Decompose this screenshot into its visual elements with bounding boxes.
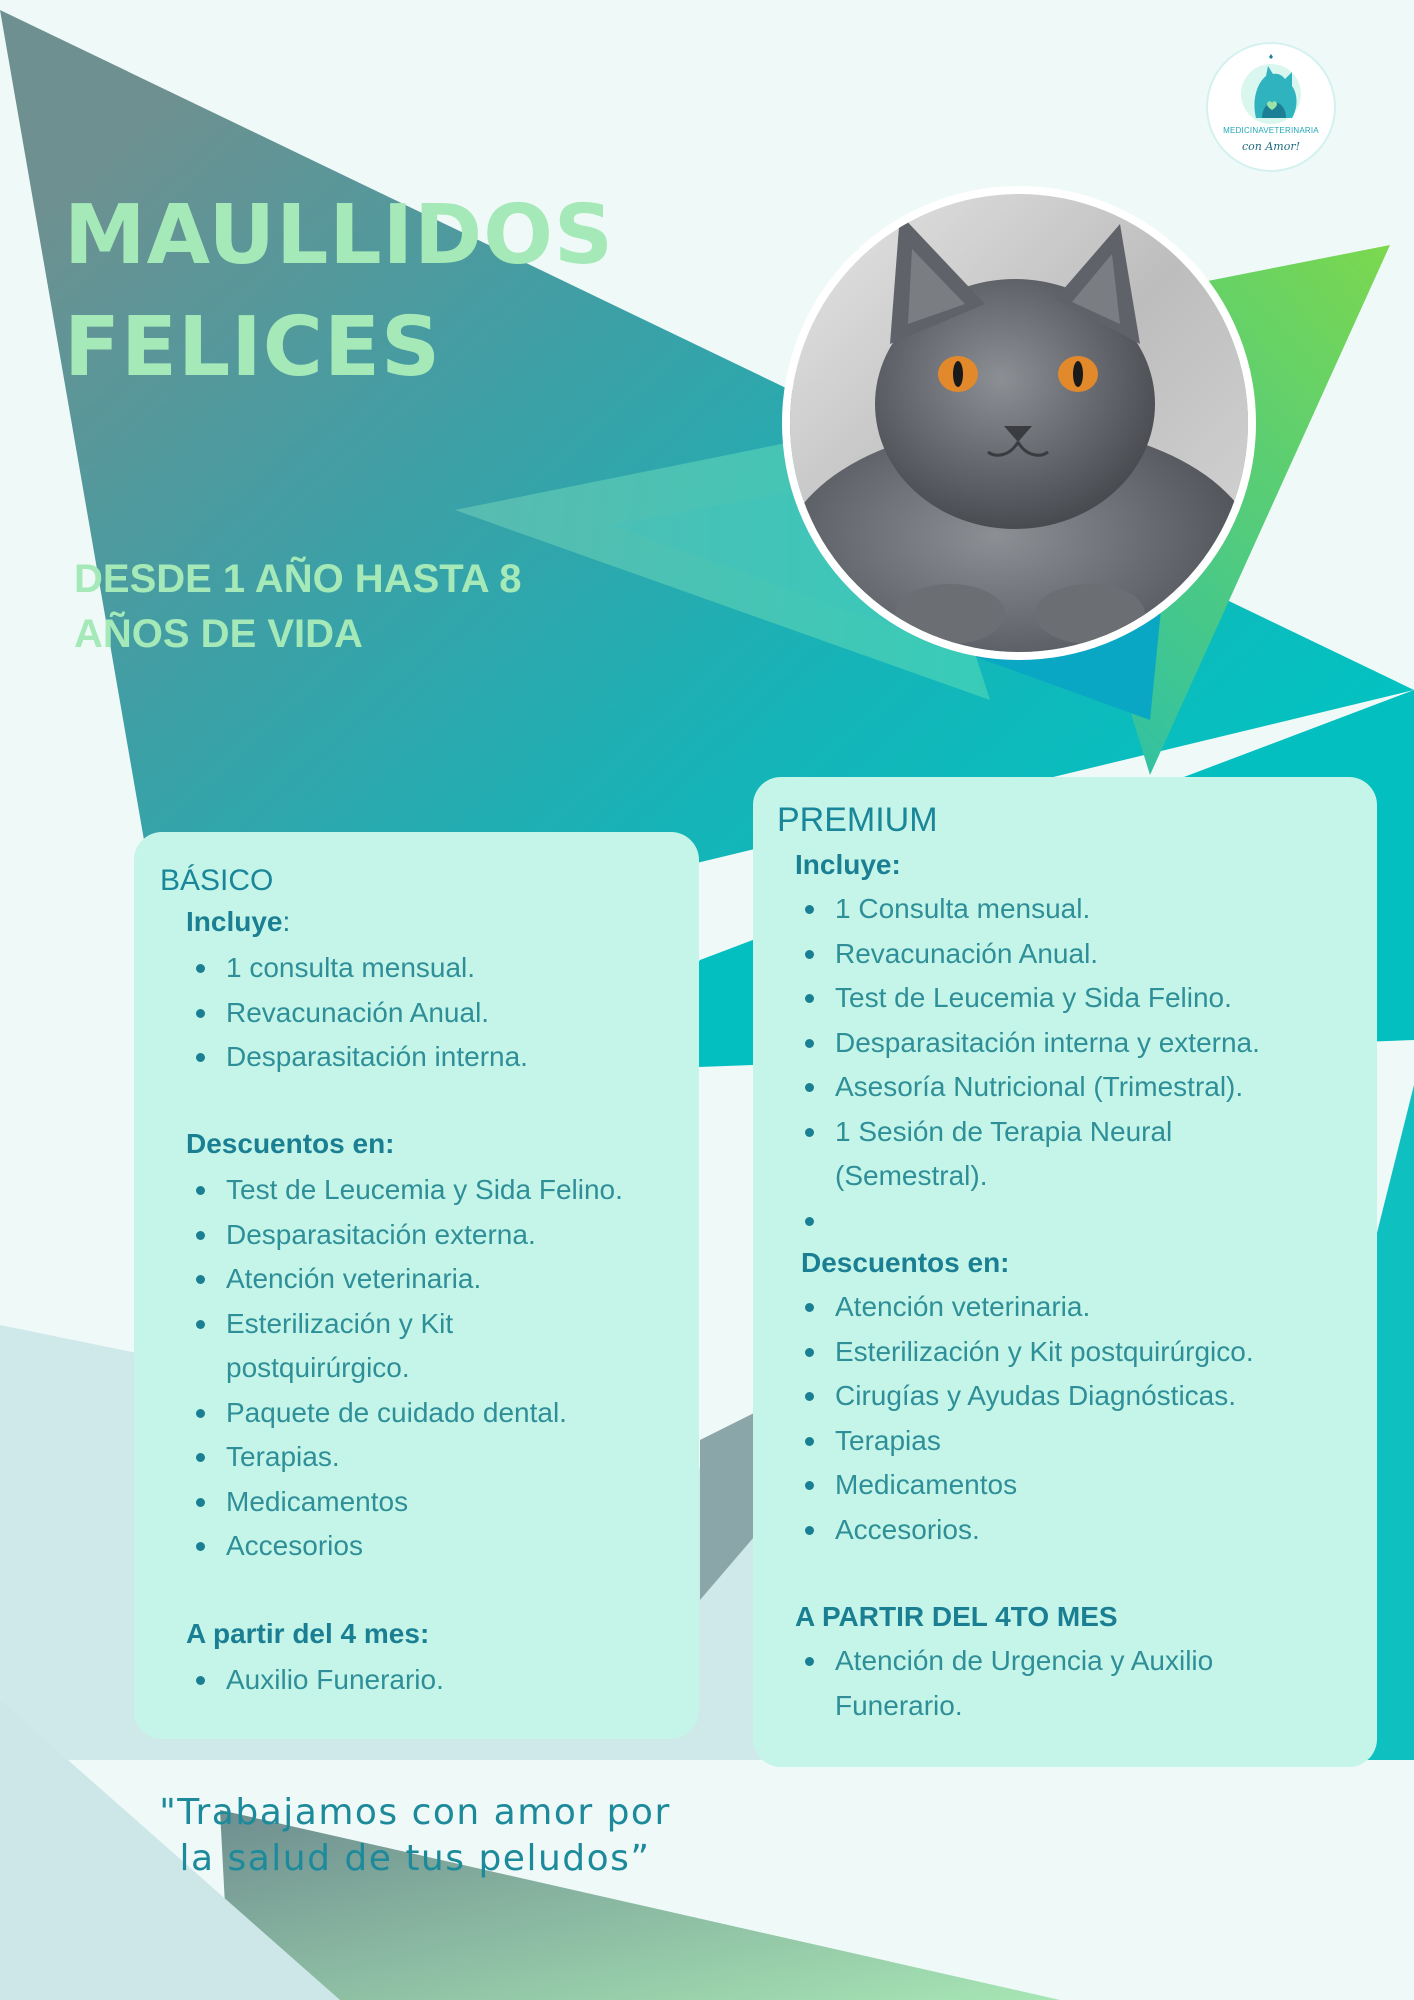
list-item: Revacunación Anual. xyxy=(835,932,1375,977)
list-item: 1 Consulta mensual. xyxy=(835,887,1375,932)
premium-includes-list xyxy=(795,887,1375,1243)
footer-quote xyxy=(150,1790,680,1882)
list-item-empty xyxy=(835,1199,1375,1244)
list-item: Accesorios. xyxy=(835,1508,1395,1553)
logo-text-script: con Amor! xyxy=(1241,140,1301,153)
list-item: Desparasitación externa. xyxy=(226,1213,706,1258)
basic-discounts-section xyxy=(186,1128,395,1160)
list-item: 1 consulta mensual. xyxy=(226,946,726,991)
cat-illustration xyxy=(790,194,1248,652)
basic-discounts-heading: Descuentos en: xyxy=(186,1128,395,1159)
list-item: Terapias. xyxy=(226,1435,706,1480)
list-item: Atención veterinaria. xyxy=(835,1285,1395,1330)
basic-includes-label: Incluye xyxy=(186,906,283,937)
basic-includes-colon: : xyxy=(282,906,291,937)
premium-from-month-list xyxy=(795,1639,1305,1728)
list-item: Atención veterinaria. xyxy=(226,1257,706,1302)
premium-discounts-heading: Descuentos en: xyxy=(801,1247,1010,1278)
premium-includes-heading: Incluye: xyxy=(795,849,901,880)
list-item: Desparasitación interna y externa. xyxy=(835,1021,1375,1066)
premium-from-month-heading: A PARTIR DEL 4TO MES xyxy=(795,1601,1118,1632)
list-item: Esterilización y Kit postquirúrgico. xyxy=(226,1302,526,1391)
basic-from-month-heading: A partir del 4 mes: xyxy=(186,1618,430,1649)
premium-discounts-list xyxy=(795,1285,1395,1552)
basic-from-month-list xyxy=(186,1658,706,1703)
list-item: Paquete de cuidado dental. xyxy=(226,1391,706,1436)
age-range-subtitle xyxy=(74,552,594,662)
basic-plan-card xyxy=(134,832,699,1739)
basic-discounts-list xyxy=(186,1168,706,1569)
basic-includes-list xyxy=(186,946,726,1080)
list-item: Auxilio Funerario. xyxy=(226,1658,706,1703)
quote-line-2: la salud de tus peludos” xyxy=(179,1838,651,1879)
subtitle-line-2: AÑOS DE VIDA xyxy=(74,612,363,656)
list-item: Esterilización y Kit postquirúrgico. xyxy=(835,1330,1395,1375)
list-item: Revacunación Anual. xyxy=(226,991,726,1036)
premium-includes-section xyxy=(795,849,901,881)
list-item: Medicamentos xyxy=(835,1463,1395,1508)
list-item: Desparasitación interna. xyxy=(226,1035,726,1080)
list-item: Terapias xyxy=(835,1419,1395,1464)
list-item: Cirugías y Ayudas Diagnósticas. xyxy=(835,1374,1395,1419)
list-item: Accesorios xyxy=(226,1524,706,1569)
basic-plan-title: BÁSICO xyxy=(160,864,274,897)
title-line-2: FELICES xyxy=(64,300,442,395)
list-item: 1 Sesión de Terapia Neural (Semestral). xyxy=(835,1110,1235,1199)
list-item: Test de Leucemia y Sida Felino. xyxy=(835,976,1375,1021)
list-item: Medicamentos xyxy=(226,1480,706,1525)
title-line-1: MAULLIDOS xyxy=(64,188,614,283)
list-item: Atención de Urgencia y Auxilio Funerario. xyxy=(835,1639,1305,1728)
subtitle-line-1: DESDE 1 AÑO HASTA 8 xyxy=(74,557,522,601)
premium-discounts-section xyxy=(801,1247,1010,1279)
page-title xyxy=(64,180,614,404)
premium-plan-title: PREMIUM xyxy=(777,801,938,839)
premium-plan-card xyxy=(753,777,1377,1767)
gray-cat-photo xyxy=(782,186,1256,660)
list-item: Test de Leucemia y Sida Felino. xyxy=(226,1168,706,1213)
basic-includes-section xyxy=(186,906,290,938)
clinic-logo xyxy=(1208,44,1334,170)
basic-includes-heading xyxy=(186,906,290,938)
quote-line-1: "Trabajamos con amor por xyxy=(159,1792,671,1833)
basic-from-month-section xyxy=(186,1618,429,1650)
premium-from-month-section xyxy=(795,1601,1118,1633)
logo-text-main: MEDICINAVETERINARIA xyxy=(1223,126,1319,135)
list-item: Asesoría Nutricional (Trimestral). xyxy=(835,1065,1375,1110)
